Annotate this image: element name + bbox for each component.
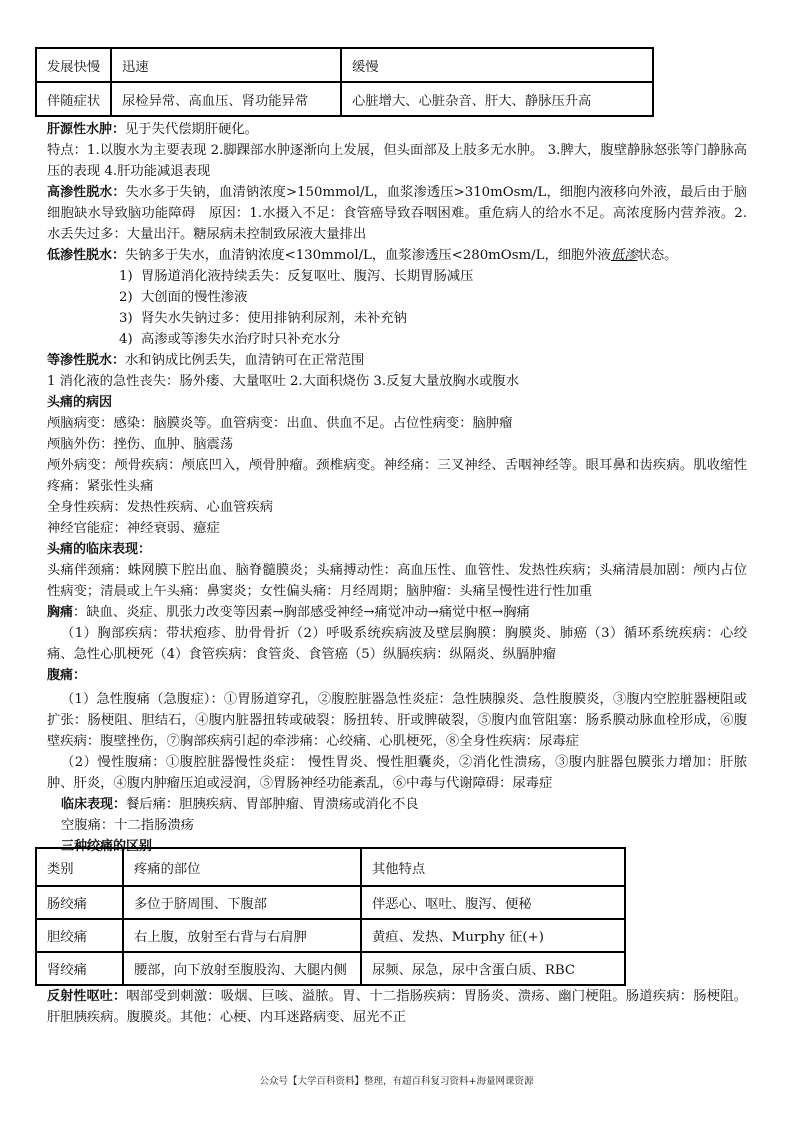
heading: 反射性呕吐： (47, 989, 127, 1004)
footer: 公众号【大学百科资料】整理，有超百科复习资料+海量网课资源 (259, 1076, 534, 1087)
headache-cause-line: 颅外病变：颅骨疾病：颅底凹入，颅骨肿瘤。颈椎病变。神经痛：三叉神经、舌咽神经等。眼耳鼻和齿疾病。肌收缩性疼痛：紧张性头痛 (47, 458, 747, 494)
chest-pain-detail: （1）胸部疾病：带状疱疹、肋骨骨折（2）呼吸系统疾病波及壁层胸膜：胸膜炎、肺癌（3）循环系统疾病：心绞痛、急性心肌梗死（4）食管疾病：食管炎、食管癌（5）纵膈疾病：纵隔炎、纵膈肿瘤 (47, 626, 747, 662)
table-cell: 肠绞痛 (36, 886, 123, 919)
table-cell: 伴恶心、呕吐、腹泻、便秘 (361, 886, 625, 919)
headache-cause-line: 颅脑外伤：挫伤、血肿、脑震荡 (47, 437, 234, 452)
table-row (36, 952, 625, 985)
text: 失水多于失钠，血清钠浓度>150mmol/L，血浆渗透压>310mOsm/L，细胞内液移向外液，最后由于脑细胞缺水导致脑功能障碍 原因：1.水摄入不足：食管癌导致吞咽困难。重危病人的给水不足。高浓度肠内营养液。2.水丢失过多：大量出汗。糖尿病未控制致尿液大量排出 (47, 185, 747, 242)
underlined-text: 低渗 (610, 248, 638, 263)
reflex-vomiting (47, 986, 747, 1028)
table-row (36, 82, 653, 116)
table-cell: 尿检异常、高血压、肾功能异常 (111, 82, 341, 116)
heading: 临床表现： (61, 797, 127, 812)
text: ：缺血、炎症、肌张力改变等因素→胸部感受神经→痛觉冲动→痛觉中枢→胸痛 (73, 605, 530, 620)
list-item (47, 266, 747, 287)
list-item (47, 287, 747, 308)
heading: 高渗性脱水： (47, 185, 126, 200)
table-cell: 右上腹，放射至右背与右肩胛 (123, 919, 361, 952)
edema-comparison-table (35, 47, 654, 117)
text: 咽部受到刺激：吸烟、巨咳、溢脓。胃、十二指肠疾病：胃肠炎、溃疡、幽门梗阻。肠道疾病：肠梗阻。肝胆胰疾病。腹膜炎。其他：心梗、内耳迷路病变、屈光不正 (47, 989, 747, 1025)
table-cell: 多位于脐周围、下腹部 (123, 886, 361, 919)
table-cell: 心脏增大、心脏杂音、肝大、静脉压升高 (341, 82, 653, 116)
headache-cause-line: 颅脑病变：感染：脑膜炎等。血管病变：出血、供血不足。占位性病变：脑肿瘤 (47, 416, 513, 431)
isotonic-causes: 1 消化液的急性丧失：肠外瘘、大量呕吐 2.大面积烧伤 3.反复大量放胸水或腹水 (47, 374, 520, 389)
abdominal-clinical (47, 794, 747, 815)
table-cell: 黄疸、发热、Murphy 征(+) (361, 919, 625, 952)
acute-abdominal-pain: （1）急性腹痛（急腹症）：①胃肠道穿孔，②腹腔脏器急性炎症：急性胰腺炎、急性腹膜炎，③腹内空腔脏器梗阻或扩张：肠梗阻、胆结石，④腹内脏器扭转或破裂：肠扭转、肝或脾破裂，⑤腹内血管阻塞：肠系膜动脉血栓形成，⑥腹壁疾病：腹壁挫伤，⑦胸部疾病引起的牵涉痛：心绞痛、心肌梗死，⑧全身性疾病：尿毒症 (47, 692, 747, 749)
heading: 三种绞痛的区别 (61, 839, 153, 854)
text: 见于失代偿期肝硬化。 (125, 122, 258, 137)
text: 餐后痛：胆胰疾病、胃部肿瘤、胃溃疡或消化不良 (126, 797, 419, 812)
hypertonic-dehydration (47, 182, 747, 245)
liver-edema (47, 119, 747, 140)
list-item (47, 329, 747, 350)
headache-cause-line: 神经官能症：神经衰弱、癔症 (47, 521, 220, 536)
table-cell: 发展快慢 (36, 48, 111, 82)
empty-stomach-pain: 空腹痛：十二指肠溃疡 (61, 818, 194, 833)
chronic-abdominal-pain: （2）慢性腹痛：①腹腔脏器慢性炎症： 慢性胃炎、慢性胆囊炎，②消化性溃疡，③腹内脏器包膜张力增加：肝脓肿、肝炎，④腹内肿瘤压迫或浸润，⑤胃肠神经功能紊乱，⑥中毒与代谢障碍：尿毒症 (47, 755, 747, 791)
table-cell: 缓慢 (341, 48, 653, 82)
list-number: 4) (119, 332, 133, 347)
document-body (47, 119, 747, 857)
headache-clinical-text: 头痛伴颈痛：蛛网膜下腔出血、脑脊髓膜炎；头痛搏动性：高血压性、血管性、发热性疾病；头痛清晨加剧：颅内占位性病变；清晨或上午头痛：鼻窦炎；女性偏头痛：月经周期；脑肿瘤：头痛呈慢性进行性加重 (47, 563, 747, 599)
heading: 肝源性水肿： (47, 122, 126, 137)
table-cell: 类别 (36, 848, 123, 886)
text: 状态。 (637, 248, 678, 263)
heading: 头痛的临床表现： (47, 542, 152, 557)
liver-features: 特点：1.以腹水为主要表现 2.脚踝部水肿逐渐向上发展，但头面部及上肢多无水肿。 3.脾大，腹壁静脉怒张等门静脉高压的表现 4.肝功能减退表现 (47, 143, 747, 179)
heading: 等渗性脱水： (47, 353, 126, 368)
headache-cause-line: 全身性疾病：发热性疾病、心血管疾病 (47, 500, 274, 515)
table-cell: 伴随症状 (36, 82, 111, 116)
heading: 低渗性脱水： (47, 248, 126, 263)
table-cell: 其他特点 (361, 848, 625, 886)
text: 高渗或等渗失水治疗时只补充水分 (141, 332, 341, 347)
table-row (36, 919, 625, 952)
vomit-section (47, 986, 747, 1028)
table-cell: 腰部，向下放射至腹股沟、大腿内侧 (123, 952, 361, 985)
table-header-row (36, 848, 625, 886)
heading: 胸痛 (47, 605, 74, 620)
text: 胃肠道消化液持续丢失：反复呕吐、腹泻、长期胃肠减压 (141, 269, 474, 284)
table-cell: 肾绞痛 (36, 952, 123, 985)
list-number: 1) (119, 269, 133, 284)
heading: 头痛的病因 (47, 395, 113, 410)
text: 大创面的慢性渗液 (141, 290, 248, 305)
table-row (36, 886, 625, 919)
text: 肾失水失钠过多：使用排钠利尿剂，未补充钠 (141, 311, 407, 326)
table-cell: 胆绞痛 (36, 919, 123, 952)
hypotonic-dehydration (47, 245, 747, 266)
list-number: 2) (119, 290, 133, 305)
abdominal-pain-title (47, 665, 747, 686)
table-cell: 疼痛的部位 (123, 848, 361, 886)
table-row (36, 48, 653, 82)
headache-cause-title (47, 392, 747, 413)
headache-clinical-title (47, 539, 747, 560)
table-cell: 尿频、尿急，尿中含蛋白质、RBC (361, 952, 625, 985)
table-cell: 迅速 (111, 48, 341, 82)
isotonic-dehydration (47, 350, 747, 371)
colic-comparison-table (35, 847, 626, 986)
text: 失钠多于失水，血清钠浓度<130mmol/L，血浆渗透压<280mOsm/L，细胞外液 (125, 248, 611, 263)
list-number: 3) (119, 311, 133, 326)
list-item (47, 308, 747, 329)
chest-pain (47, 602, 747, 623)
heading: 腹痛： (47, 668, 87, 683)
text: 水和钠成比例丢失，血清钠可在正常范围 (125, 353, 365, 368)
